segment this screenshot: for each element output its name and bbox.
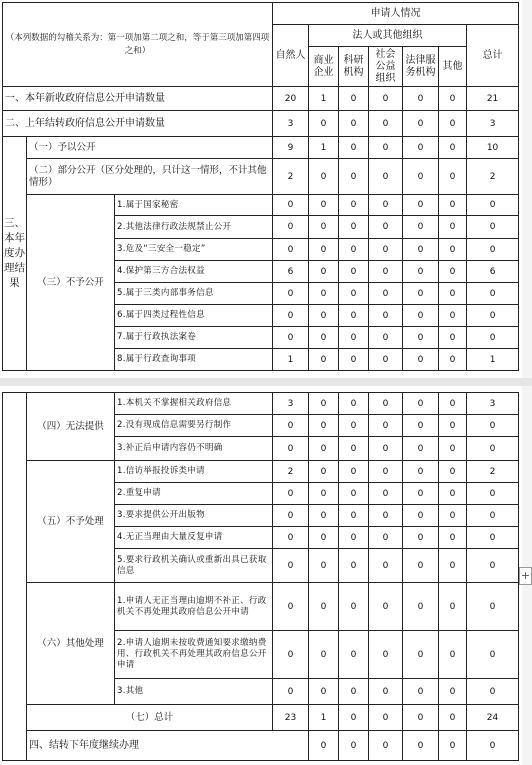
cell-value: 0 bbox=[439, 583, 467, 631]
cell-value: 0 bbox=[339, 505, 369, 527]
cell-value: 21 bbox=[467, 87, 519, 111]
cell-value: 0 bbox=[273, 527, 309, 549]
cell-value: 0 bbox=[339, 631, 369, 679]
row-carry-forward bbox=[3, 731, 519, 761]
row-label: 4.保护第三方合法权益 bbox=[115, 261, 273, 283]
cell-value: 0 bbox=[439, 305, 467, 327]
row-label: 3.危及“三安全一稳定” bbox=[115, 239, 273, 261]
cell-value: 0 bbox=[339, 137, 369, 159]
cell-value: 0 bbox=[439, 549, 467, 583]
cell-value: 0 bbox=[369, 679, 403, 705]
cell-value: 0 bbox=[369, 283, 403, 305]
cell-value: 0 bbox=[339, 349, 369, 371]
cell-value: 0 bbox=[467, 305, 519, 327]
header-note: （本列数据的勾稽关系为：第一项加第二项之和，等于第三项加第四项之和） bbox=[3, 3, 273, 87]
page-gap bbox=[0, 378, 532, 386]
cell-value: 0 bbox=[339, 195, 369, 216]
cell-value: 23 bbox=[273, 705, 309, 731]
cell-value: 0 bbox=[369, 159, 403, 195]
cell-value: 0 bbox=[273, 679, 309, 705]
cell-value: 0 bbox=[339, 549, 369, 583]
cell-value: 20 bbox=[273, 87, 309, 111]
row-label: 3.其他 bbox=[115, 679, 273, 705]
cell-value: 0 bbox=[439, 461, 467, 483]
cell-value: 1 bbox=[309, 137, 339, 159]
row-label: （七）总计 bbox=[27, 705, 273, 731]
cell-value: 0 bbox=[369, 87, 403, 111]
cell-value: 0 bbox=[339, 527, 369, 549]
cell-value: 0 bbox=[369, 327, 403, 349]
row-grand-total bbox=[3, 705, 519, 731]
cell-value: 0 bbox=[339, 583, 369, 631]
cell-value: 0 bbox=[403, 415, 439, 437]
cell-value: 0 bbox=[403, 349, 439, 371]
cell-value: 0 bbox=[309, 437, 339, 461]
row-label: 4.无正当理由大量反复申请 bbox=[115, 527, 273, 549]
cell-value: 0 bbox=[309, 483, 339, 505]
cell-value: 0 bbox=[403, 159, 439, 195]
cell-value: 0 bbox=[369, 437, 403, 461]
row-label: 二、上年结转政府信息公开申请数量 bbox=[3, 111, 273, 137]
cell-value: 0 bbox=[403, 527, 439, 549]
cell-value: 0 bbox=[439, 239, 467, 261]
cell-value: 0 bbox=[467, 283, 519, 305]
cell-value: 0 bbox=[403, 216, 439, 239]
cell-value: 0 bbox=[467, 527, 519, 549]
row-label: 3.补正后申请内容仍不明确 bbox=[115, 437, 273, 461]
cell-value: 0 bbox=[439, 283, 467, 305]
cell-value: 6 bbox=[467, 261, 519, 283]
cell-value: 0 bbox=[369, 705, 403, 731]
row-label: 7.属于行政执法案卷 bbox=[115, 327, 273, 349]
cell-value: 0 bbox=[309, 327, 339, 349]
row-label: 2.重复申请 bbox=[115, 483, 273, 505]
cell-value: 2 bbox=[467, 159, 519, 195]
cell-value: 0 bbox=[403, 705, 439, 731]
table-row bbox=[3, 583, 519, 631]
cell-value: 0 bbox=[439, 195, 467, 216]
cell-value: 0 bbox=[339, 461, 369, 483]
cell-value: 0 bbox=[369, 111, 403, 137]
cell-value: 0 bbox=[439, 349, 467, 371]
cell-value: 0 bbox=[309, 527, 339, 549]
cell-value: 0 bbox=[403, 437, 439, 461]
cell-value: 9 bbox=[273, 137, 309, 159]
cell-value: 0 bbox=[439, 437, 467, 461]
row-label: （一）予以公开 bbox=[27, 137, 273, 159]
cell-value: 0 bbox=[369, 261, 403, 283]
row-label: 2.申请人逾期未按收费通知要求缴纳费用、行政机关不再处理其政府信息公开申请 bbox=[115, 631, 273, 679]
cell-value: 0 bbox=[403, 631, 439, 679]
header-legal-service: 法律服务机构 bbox=[403, 47, 439, 87]
cell-value: 0 bbox=[309, 216, 339, 239]
row-label: 1.申请人无正当理由逾期不补正、行政机关不再处理其政府信息公开申请 bbox=[115, 583, 273, 631]
cell-value: 0 bbox=[309, 631, 339, 679]
cell-value: 0 bbox=[403, 505, 439, 527]
cell-value: 0 bbox=[339, 239, 369, 261]
row-new-applications bbox=[3, 87, 519, 111]
cell-value: 0 bbox=[403, 461, 439, 483]
header-legal-entity: 法人或其他组织 bbox=[309, 25, 467, 47]
cell-value: 3 bbox=[273, 111, 309, 137]
cell-value: 0 bbox=[403, 283, 439, 305]
cell-value: 0 bbox=[309, 461, 339, 483]
cell-value: 0 bbox=[339, 159, 369, 195]
cell-value: 0 bbox=[339, 415, 369, 437]
cell-value: 0 bbox=[439, 261, 467, 283]
cell-value: 2 bbox=[273, 461, 309, 483]
cell-value: 0 bbox=[309, 195, 339, 216]
cell-value: 0 bbox=[273, 549, 309, 583]
cell-value: 0 bbox=[439, 87, 467, 111]
cell-value: 0 bbox=[439, 731, 467, 761]
cell-value: 1 bbox=[467, 349, 519, 371]
cell-value: 1 bbox=[273, 349, 309, 371]
cell-value: 0 bbox=[403, 731, 439, 761]
cell-value: 0 bbox=[309, 305, 339, 327]
header-social: 社会公益组织 bbox=[369, 47, 403, 87]
other-processing-label: （六）其他处理 bbox=[27, 583, 115, 705]
cell-value: 0 bbox=[369, 305, 403, 327]
cell-value: 0 bbox=[273, 305, 309, 327]
row-disclosed bbox=[3, 137, 519, 159]
cell-value: 0 bbox=[369, 393, 403, 415]
cell-value: 0 bbox=[339, 216, 369, 239]
cell-value: 0 bbox=[339, 111, 369, 137]
cell-value: 6 bbox=[273, 261, 309, 283]
cell-value: 0 bbox=[273, 437, 309, 461]
cell-value: 0 bbox=[339, 483, 369, 505]
cell-value: 0 bbox=[439, 527, 467, 549]
cell-value: 0 bbox=[467, 437, 519, 461]
cell-value: 0 bbox=[339, 679, 369, 705]
cell-value: 0 bbox=[439, 483, 467, 505]
cell-value: 0 bbox=[309, 159, 339, 195]
cell-value: 0 bbox=[309, 393, 339, 415]
cell-value: 0 bbox=[309, 583, 339, 631]
cell-value: 0 bbox=[467, 679, 519, 705]
cell-value: 0 bbox=[403, 549, 439, 583]
cell-value: 0 bbox=[467, 631, 519, 679]
plus-icon[interactable]: + bbox=[519, 567, 532, 585]
cell-value: 10 bbox=[467, 137, 519, 159]
cell-value: 0 bbox=[339, 87, 369, 111]
cell-value: 0 bbox=[309, 549, 339, 583]
cell-value: 2 bbox=[467, 461, 519, 483]
cell-value: 0 bbox=[309, 349, 339, 371]
cell-value: 0 bbox=[467, 195, 519, 216]
cell-value: 0 bbox=[339, 283, 369, 305]
cell-value: 0 bbox=[467, 239, 519, 261]
cell-value: 0 bbox=[339, 261, 369, 283]
cell-value: 0 bbox=[439, 505, 467, 527]
cell-value: 0 bbox=[369, 583, 403, 631]
row-label: 3.要求提供公开出版物 bbox=[115, 505, 273, 527]
cell-value: 0 bbox=[403, 305, 439, 327]
cell-value: 0 bbox=[309, 731, 339, 761]
row-label: 5.属于三类内部事务信息 bbox=[115, 283, 273, 305]
not-processed-label: （五）不予处理 bbox=[27, 461, 115, 583]
cell-value: 0 bbox=[369, 195, 403, 216]
cell-value: 0 bbox=[439, 327, 467, 349]
cell-value: 0 bbox=[339, 437, 369, 461]
cell-value: 0 bbox=[273, 327, 309, 349]
cell-value: 0 bbox=[369, 349, 403, 371]
cell-value: 0 bbox=[273, 505, 309, 527]
cell-value: 0 bbox=[339, 305, 369, 327]
cell-value: 0 bbox=[339, 731, 369, 761]
cell-value: 0 bbox=[369, 239, 403, 261]
header-total: 总计 bbox=[467, 25, 519, 87]
table-page-2 bbox=[0, 386, 522, 765]
cell-value: 0 bbox=[439, 415, 467, 437]
cell-value: 0 bbox=[403, 327, 439, 349]
cell-value: 0 bbox=[403, 583, 439, 631]
cell-value: 0 bbox=[369, 483, 403, 505]
cell-value: 0 bbox=[273, 583, 309, 631]
cell-value: 0 bbox=[369, 731, 403, 761]
cell-value: 0 bbox=[439, 679, 467, 705]
row-carried-over bbox=[3, 111, 519, 137]
cell-value: 0 bbox=[369, 216, 403, 239]
section-3-label: 三、本年度办理结果 bbox=[3, 137, 27, 371]
cell-value: 0 bbox=[309, 679, 339, 705]
cell-value: 1 bbox=[309, 705, 339, 731]
cell-value: 0 bbox=[467, 549, 519, 583]
cell-value: 3 bbox=[467, 111, 519, 137]
table-row bbox=[3, 195, 519, 216]
not-disclosed-label: （三）不予公开 bbox=[27, 195, 115, 371]
header-applicant: 申请人情况 bbox=[273, 3, 519, 25]
cell-value: 0 bbox=[439, 393, 467, 415]
row-partially-disclosed bbox=[3, 159, 519, 195]
cell-value: 0 bbox=[467, 216, 519, 239]
cell-value: 0 bbox=[273, 483, 309, 505]
cell-value: 0 bbox=[439, 705, 467, 731]
cell-value: 0 bbox=[439, 159, 467, 195]
header-research: 科研机构 bbox=[339, 47, 369, 87]
cell-value: 1 bbox=[309, 87, 339, 111]
cell-value: 0 bbox=[403, 261, 439, 283]
cell-value: 0 bbox=[403, 87, 439, 111]
cell-value: 0 bbox=[439, 631, 467, 679]
row-label: 8.属于行政查询事项 bbox=[115, 349, 273, 371]
cell-value: 0 bbox=[309, 505, 339, 527]
cell-value: 0 bbox=[403, 393, 439, 415]
cell-value: 0 bbox=[273, 415, 309, 437]
cell-value: 0 bbox=[467, 505, 519, 527]
row-label: 5.要求行政机关确认或重新出具已获取信息 bbox=[115, 549, 273, 583]
cell-value: 0 bbox=[369, 461, 403, 483]
cell-value: 0 bbox=[439, 111, 467, 137]
info-disclosure-table-part-2 bbox=[2, 392, 519, 761]
cell-value: 24 bbox=[467, 705, 519, 731]
table-row bbox=[3, 393, 519, 415]
cell-value: 0 bbox=[369, 527, 403, 549]
row-label: 1.本机关不掌握相关政府信息 bbox=[115, 393, 273, 415]
cell-value: 0 bbox=[369, 549, 403, 583]
header-natural-person: 自然人 bbox=[273, 25, 309, 87]
info-disclosure-table-part-1 bbox=[2, 2, 519, 371]
cell-value: 0 bbox=[403, 239, 439, 261]
row-label: 1.信访举报投诉类申请 bbox=[115, 461, 273, 483]
cell-value: 0 bbox=[309, 261, 339, 283]
cell-value: 0 bbox=[439, 137, 467, 159]
row-label: 四、结转下年度继续办理 bbox=[27, 731, 309, 761]
row-label: 2.其他法律行政法规禁止公开 bbox=[115, 216, 273, 239]
section-3-continued bbox=[3, 393, 27, 761]
cell-value: 0 bbox=[369, 505, 403, 527]
cell-value: 0 bbox=[467, 583, 519, 631]
cell-value: 0 bbox=[467, 415, 519, 437]
cell-value: 0 bbox=[467, 731, 519, 761]
cell-value: 0 bbox=[273, 631, 309, 679]
row-label: 2.没有现成信息需要另行制作 bbox=[115, 415, 273, 437]
cell-value: 0 bbox=[439, 216, 467, 239]
cannot-provide-label: （四）无法提供 bbox=[27, 393, 115, 461]
header-commercial: 商业企业 bbox=[309, 47, 339, 87]
cell-value: 0 bbox=[369, 415, 403, 437]
cell-value: 0 bbox=[403, 483, 439, 505]
cell-value: 0 bbox=[403, 679, 439, 705]
cell-value: 0 bbox=[467, 327, 519, 349]
cell-value: 0 bbox=[273, 239, 309, 261]
cell-value: 0 bbox=[309, 239, 339, 261]
cell-value: 0 bbox=[339, 327, 369, 349]
cell-value: 0 bbox=[369, 137, 403, 159]
row-label: 一、本年新收政府信息公开申请数量 bbox=[3, 87, 273, 111]
cell-value: 0 bbox=[403, 111, 439, 137]
cell-value: 3 bbox=[467, 393, 519, 415]
cell-value: 0 bbox=[369, 631, 403, 679]
cell-value: 2 bbox=[273, 159, 309, 195]
cell-value: 0 bbox=[309, 111, 339, 137]
cell-value: 0 bbox=[273, 216, 309, 239]
cell-value: 0 bbox=[467, 483, 519, 505]
cell-value: 0 bbox=[339, 393, 369, 415]
cell-value: 0 bbox=[273, 283, 309, 305]
row-label: （二）部分公开（区分处理的，只计这一情形，不计其他情形） bbox=[27, 159, 273, 195]
cell-value: 0 bbox=[403, 195, 439, 216]
cell-value: 0 bbox=[273, 195, 309, 216]
cell-value: 0 bbox=[309, 415, 339, 437]
cell-value: 0 bbox=[403, 137, 439, 159]
table-page-1 bbox=[0, 0, 522, 378]
header-other: 其他 bbox=[439, 47, 467, 87]
cell-value: 3 bbox=[273, 393, 309, 415]
row-label: 1.属于国家秘密 bbox=[115, 195, 273, 216]
table-row bbox=[3, 461, 519, 483]
row-label: 6.属于四类过程性信息 bbox=[115, 305, 273, 327]
cell-value: 0 bbox=[339, 705, 369, 731]
cell-value: 0 bbox=[309, 283, 339, 305]
